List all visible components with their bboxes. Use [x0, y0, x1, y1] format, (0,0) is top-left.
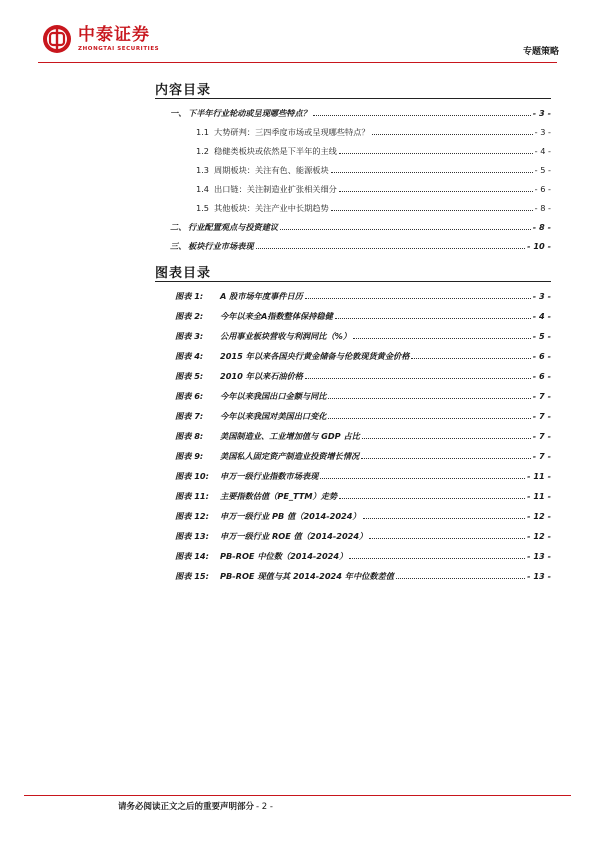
- figure-entry-title: 今年以来全A指数整体保持稳健: [220, 311, 333, 321]
- toc-entry-number: 三、: [170, 241, 187, 251]
- figure-entry-page: - 11 -: [527, 491, 551, 501]
- contents-title: 内容目录: [155, 83, 212, 98]
- toc-entry-number: 二、: [170, 222, 187, 232]
- figure-entry-label: 图表 4:: [175, 351, 204, 361]
- toc-entry-title: 其他板块：关注产业中长期趋势: [214, 203, 329, 213]
- company-logo: [42, 24, 159, 54]
- toc-entry-page: - 8 -: [534, 203, 551, 213]
- toc-entry-number: 1.3: [196, 165, 210, 175]
- toc-entry-page: - 8 -: [532, 222, 551, 232]
- figure-entry-title: 美国私人固定资产制造业投资增长情况: [220, 451, 360, 461]
- dot-leader: [363, 518, 525, 519]
- logo-english-name: ZHONGTAI SECURITIES: [78, 46, 160, 52]
- figure-entry-label: 图表 13:: [175, 531, 209, 541]
- dot-leader: [280, 229, 531, 230]
- toc-entry-page: - 5 -: [534, 165, 551, 175]
- figure-entry[interactable]: [175, 451, 551, 471]
- figure-entry-label: 图表 2:: [175, 311, 204, 321]
- figure-entry[interactable]: [175, 291, 551, 311]
- figure-entry-label: 图表 10:: [175, 471, 209, 481]
- toc-entry-title: 行业配置观点与投资建议: [188, 222, 279, 232]
- logo-chinese-name: 中泰证券: [78, 25, 150, 45]
- disclaimer-text: 请务必阅读正文之后的重要声明部分: [118, 802, 255, 812]
- figures-title-rule: [155, 281, 551, 282]
- toc-entry-title: 稳健类板块或依然是下半年的主线: [214, 146, 337, 156]
- figure-entry[interactable]: [175, 371, 551, 391]
- table-of-contents: [170, 108, 551, 260]
- figure-entry-title: 申万一级行业指数市场表现: [220, 471, 319, 481]
- figure-entry-page: - 11 -: [527, 471, 551, 481]
- figure-entry-label: 图表 6:: [175, 391, 204, 401]
- figure-entry[interactable]: [175, 411, 551, 431]
- toc-entry-number: 1.2: [196, 146, 210, 156]
- figure-entry-label: 图表 15:: [175, 571, 209, 581]
- figure-entry-title: 今年以来我国出口金额与同比: [220, 391, 327, 401]
- dot-leader: [396, 578, 525, 579]
- figure-entry-page: - 13 -: [527, 571, 551, 581]
- contents-title-rule: [155, 98, 551, 99]
- figure-entry-title: 公用事业板块营收与利润同比（%）: [220, 331, 352, 341]
- figure-entry-title: 2010 年以来石油价格: [220, 371, 303, 381]
- toc-entry-page: - 10 -: [527, 241, 551, 251]
- footer-disclaimer: [118, 800, 273, 812]
- dot-leader: [372, 134, 533, 135]
- toc-entry-title: 周期板块：关注有色、能源板块: [214, 165, 329, 175]
- figure-entry-label: 图表 11:: [175, 491, 209, 501]
- figure-entry-title: 今年以来我国对美国出口变化: [220, 411, 327, 421]
- toc-entry-page: - 4 -: [534, 146, 551, 156]
- footer-divider: [24, 795, 571, 796]
- figure-entry[interactable]: [175, 491, 551, 511]
- figure-entry[interactable]: [175, 331, 551, 351]
- toc-entry-title: 板块行业市场表现: [188, 241, 254, 251]
- figure-entry-page: - 7 -: [532, 451, 551, 461]
- figure-entry-label: 图表 1:: [175, 291, 204, 301]
- dot-leader: [353, 338, 531, 339]
- dot-leader: [320, 478, 525, 479]
- toc-entry[interactable]: [170, 146, 551, 165]
- dot-leader: [339, 191, 533, 192]
- toc-entry-title: 出口链：关注制造业扩张相关细分: [214, 184, 337, 194]
- figure-entry[interactable]: [175, 351, 551, 371]
- dot-leader: [256, 248, 526, 249]
- figure-entry-page: - 13 -: [527, 551, 551, 561]
- toc-entry[interactable]: [170, 222, 551, 241]
- toc-entry-number: 1.4: [196, 184, 210, 194]
- figure-entry-label: 图表 5:: [175, 371, 204, 381]
- figure-entry-title: 申万一级行业 ROE 值（2014-2024）: [220, 531, 368, 541]
- figure-entry-page: - 7 -: [532, 431, 551, 441]
- figure-entry[interactable]: [175, 571, 551, 591]
- figure-entry-page: - 12 -: [527, 531, 551, 541]
- dot-leader: [349, 558, 525, 559]
- toc-entry-page: - 3 -: [534, 127, 551, 137]
- figure-entry-page: - 7 -: [532, 391, 551, 401]
- figure-entry[interactable]: [175, 511, 551, 531]
- figure-entry-label: 图表 7:: [175, 411, 204, 421]
- dot-leader: [411, 358, 530, 359]
- page-header: [0, 0, 595, 70]
- figure-entry-page: - 12 -: [527, 511, 551, 521]
- toc-entry-title: 大势研判：三四季度市场或呈现哪些特点？: [214, 127, 370, 137]
- zhongtai-logo-icon: [42, 24, 72, 54]
- figure-entry[interactable]: [175, 311, 551, 331]
- dot-leader: [361, 458, 531, 459]
- figure-entry-title: PB-ROE 中位数（2014-2024）: [220, 551, 348, 561]
- figure-entry-title: 主要指数估值（PE_TTM）走势: [220, 491, 338, 501]
- figure-entry-page: - 4 -: [532, 311, 551, 321]
- page-number: - 2 -: [256, 802, 273, 812]
- dot-leader: [331, 210, 533, 211]
- header-divider: [38, 62, 557, 63]
- figure-entry-page: - 7 -: [532, 411, 551, 421]
- dot-leader: [328, 398, 530, 399]
- toc-entry-page: - 3 -: [532, 108, 551, 118]
- toc-entry-number: 1.1: [196, 127, 210, 137]
- figure-entry-label: 图表 8:: [175, 431, 204, 441]
- figure-entry[interactable]: [175, 531, 551, 551]
- figure-entry-page: - 3 -: [532, 291, 551, 301]
- figure-entry-label: 图表 14:: [175, 551, 209, 561]
- figure-entry-title: 2015 年以来各国央行黄金储备与伦敦现货黄金价格: [220, 351, 410, 361]
- figure-entry-title: A 股市场年度事件日历: [220, 291, 303, 301]
- figure-entry-title: 美国制造业、工业增加值与 GDP 占比: [220, 431, 360, 441]
- dot-leader: [313, 115, 531, 116]
- list-of-figures: [175, 291, 551, 591]
- dot-leader: [362, 438, 531, 439]
- figure-entry[interactable]: [175, 431, 551, 451]
- toc-entry[interactable]: [170, 165, 551, 184]
- toc-entry[interactable]: [170, 108, 551, 127]
- dot-leader: [305, 378, 531, 379]
- figure-entry[interactable]: [175, 391, 551, 411]
- figure-entry-label: 图表 9:: [175, 451, 204, 461]
- toc-entry-number: 1.5: [196, 203, 210, 213]
- figure-entry-label: 图表 12:: [175, 511, 209, 521]
- figure-entry-label: 图表 3:: [175, 331, 204, 341]
- dot-leader: [339, 498, 525, 499]
- figure-entry[interactable]: [175, 551, 551, 571]
- figure-entry[interactable]: [175, 471, 551, 491]
- toc-entry[interactable]: [170, 241, 551, 260]
- toc-entry-number: 一、: [170, 108, 187, 118]
- figures-title: 图表目录: [155, 266, 212, 281]
- toc-entry-title: 下半年行业轮动或呈现哪些特点？: [188, 108, 311, 118]
- figure-entry-page: - 6 -: [532, 371, 551, 381]
- dot-leader: [335, 318, 531, 319]
- dot-leader: [305, 298, 531, 299]
- toc-entry[interactable]: [170, 127, 551, 146]
- toc-entry[interactable]: [170, 203, 551, 222]
- dot-leader: [331, 172, 533, 173]
- dot-leader: [369, 538, 525, 539]
- toc-entry[interactable]: [170, 184, 551, 203]
- figure-entry-page: - 6 -: [532, 351, 551, 361]
- report-type-label: 专题策略: [522, 47, 559, 57]
- dot-leader: [339, 153, 533, 154]
- dot-leader: [328, 418, 530, 419]
- figure-entry-page: - 5 -: [532, 331, 551, 341]
- figure-entry-title: PB-ROE 现值与其 2014-2024 年中位数差值: [220, 571, 394, 581]
- figure-entry-title: 申万一级行业 PB 值（2014-2024）: [220, 511, 361, 521]
- toc-entry-page: - 6 -: [534, 184, 551, 194]
